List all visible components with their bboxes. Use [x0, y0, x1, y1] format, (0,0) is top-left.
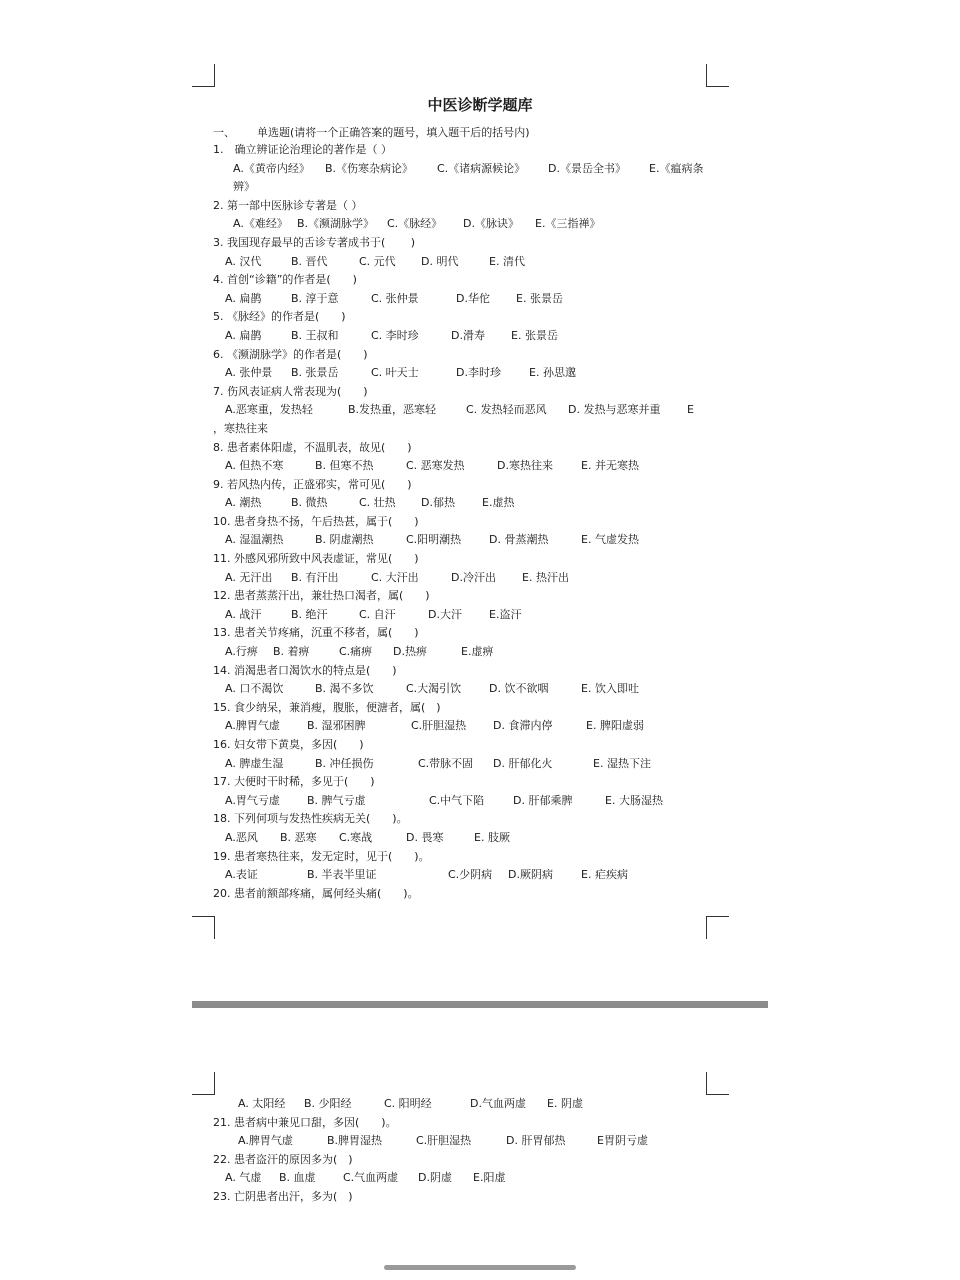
option-row	[213, 680, 733, 699]
option-row	[213, 1169, 733, 1188]
answer-option: B. 恶寒	[280, 830, 317, 844]
option-row	[213, 531, 733, 550]
question-text: 19. 患者寒热往来，发无定时，见于( )。	[213, 849, 430, 863]
answer-option: A.脾胃气虚	[238, 1134, 293, 1148]
answer-option: E. 脾阳虚弱	[586, 719, 644, 733]
answer-option: A. 扁鹊	[225, 328, 262, 342]
question-text: 20. 患者前额部疼痛，属何经头痛( )。	[213, 886, 419, 900]
answer-option: D.冷汗出	[451, 570, 496, 584]
answer-option: B. 脾气亏虚	[307, 793, 366, 807]
answer-option: A. 张仲景	[225, 366, 273, 380]
answer-option: D.气血两虚	[470, 1097, 526, 1110]
answer-option: E. 孙思邈	[529, 366, 576, 380]
answer-option: D. 骨蒸潮热	[489, 533, 549, 547]
question-text: 7. 伤风表证病人常表现为( )	[213, 384, 368, 398]
option-row	[213, 1132, 733, 1151]
answer-option: D. 肝胃郁热	[506, 1134, 566, 1148]
crop-mark-page2-top-left	[192, 1072, 215, 1095]
answer-option: A. 气虚	[225, 1171, 262, 1185]
answer-option: C.少阴病	[448, 868, 493, 882]
answer-option: D. 肝郁化火	[493, 756, 553, 770]
answer-option: B.发热重，恶寒轻	[348, 403, 437, 417]
answer-option: A. 湿温潮热	[225, 533, 284, 547]
answer-option: C. 大汗出	[371, 570, 419, 584]
answer-option: E. 肢厥	[474, 830, 510, 844]
option-row	[213, 401, 733, 420]
crop-mark-top-left	[192, 64, 215, 87]
question-text: 23. 亡阴患者出汗，多为( )	[213, 1189, 353, 1203]
answer-option: B. 淳于意	[291, 291, 339, 305]
question-text: 12. 患者蒸蒸汗出，兼壮热口渴者，属( )	[213, 589, 430, 603]
answer-option: B.《濒湖脉学》	[297, 217, 375, 231]
question-list-page-1	[213, 141, 733, 903]
question-text: 21. 患者病中兼见口甜，多因( )。	[213, 1115, 397, 1129]
answer-option: C.寒战	[339, 830, 373, 844]
answer-option: C. 自汗	[359, 607, 396, 621]
answer-option: E. 大肠湿热	[605, 793, 663, 807]
question-text: ，寒热往来	[213, 421, 268, 435]
question-text: 17. 大便时干时稀，多见于( )	[213, 775, 375, 789]
option-row	[213, 457, 733, 476]
option-row	[213, 364, 733, 383]
answer-option: D.《脉诀》	[463, 217, 519, 231]
question-text: 3. 我国现存最早的舌诊专著成书于( )	[213, 235, 416, 249]
answer-option: E. 清代	[489, 254, 525, 268]
answer-option: E. 湿热下注	[593, 756, 651, 770]
answer-option: B. 着痹	[273, 645, 310, 659]
answer-option: B. 张景岳	[291, 366, 339, 380]
answer-option: A. 潮热	[225, 496, 262, 510]
option-row	[213, 717, 733, 736]
answer-option: A.表证	[225, 868, 258, 882]
question-text: 16. 妇女带下黄臭，多因( )	[213, 738, 364, 751]
answer-option: D.滑寿	[451, 328, 485, 342]
answer-option: B. 半表半里证	[307, 868, 377, 882]
answer-option: A.《难经》	[233, 217, 288, 231]
answer-option: E.虚痹	[461, 645, 494, 659]
section-heading	[213, 124, 530, 140]
answer-option: A.《黄帝内经》	[233, 161, 310, 175]
answer-option: C.《脉经》	[387, 217, 443, 231]
answer-option: A. 战汗	[225, 607, 262, 621]
option-row	[213, 253, 733, 272]
answer-option: D.大汗	[428, 607, 462, 621]
answer-option: B. 但寒不热	[315, 459, 374, 473]
answer-option: C. 恶寒发热	[406, 459, 465, 473]
question-text: 14. 消渴患者口渴饮水的特点是( )	[213, 663, 397, 677]
question-text: 13. 患者关节疼痛，沉重不移者，属( )	[213, 626, 419, 640]
question-text: 15. 食少纳呆，兼消瘦，腹胀，便溏者，属( )	[213, 700, 441, 714]
section-instructions: 单选题(请将一个正确答案的题号，填入题干后的括号内)	[257, 126, 530, 139]
answer-option: C. 阳明经	[384, 1097, 432, 1110]
answer-option: D.厥阴病	[508, 868, 553, 882]
answer-option: B. 晋代	[291, 254, 328, 268]
answer-option: E.盗汗	[489, 607, 522, 621]
option-row	[213, 160, 733, 179]
answer-option: A. 脾虚生湿	[225, 756, 284, 770]
answer-option: C.带脉不固	[418, 756, 474, 770]
answer-option: D. 饮不欲咽	[489, 682, 549, 696]
answer-option: B. 微热	[291, 496, 328, 510]
answer-option: C.《诸病源候论》	[437, 161, 526, 175]
option-row	[213, 327, 733, 346]
answer-option: A.行痹	[225, 645, 258, 659]
answer-option: E.《三指禅》	[535, 217, 601, 231]
answer-option: D. 明代	[421, 254, 459, 268]
answer-option: B. 冲任损伤	[315, 756, 374, 770]
question-text: 10. 患者身热不扬，午后热甚，属于( )	[213, 514, 419, 528]
answer-option: C. 壮热	[359, 496, 396, 510]
answer-option: D.郁热	[421, 496, 455, 510]
answer-option: C.肝胆湿热	[416, 1134, 472, 1148]
answer-option: E.《瘟病条	[649, 161, 704, 175]
answer-option: D.华佗	[456, 291, 490, 305]
question-text: 6. 《濒湖脉学》的作者是( )	[213, 347, 368, 361]
option-row	[213, 643, 733, 662]
answer-option: B. 绝汗	[291, 607, 328, 621]
question-text: 8. 患者素体阳虚，不温肌表，故见( )	[213, 440, 412, 454]
question-list-page-2	[213, 1095, 733, 1207]
answer-option: D. 食滞内停	[493, 719, 553, 733]
crop-mark-page2-top-right	[706, 1072, 729, 1095]
answer-option: E.虚热	[482, 496, 515, 510]
crop-mark-top-right	[706, 64, 729, 87]
answer-option: E. 热汗出	[522, 570, 569, 584]
answer-option: E胃阴亏虚	[597, 1134, 648, 1148]
answer-option: E	[687, 403, 694, 417]
answer-option: D.热痹	[393, 645, 427, 659]
answer-option: D.寒热往来	[497, 459, 553, 473]
answer-option: C.气血两虚	[343, 1171, 399, 1185]
option-row	[213, 606, 733, 625]
answer-option: A.恶寒重，发热轻	[225, 403, 313, 417]
answer-option: E. 阴虚	[547, 1097, 583, 1110]
answer-option: C.大渴引饮	[406, 682, 462, 696]
question-text: 2. 第一部中医脉诊专著是（ ）	[213, 198, 363, 212]
answer-option: D. 畏寒	[406, 830, 444, 844]
answer-option: C. 张仲景	[371, 291, 419, 305]
answer-option: E. 饮入即吐	[581, 682, 639, 696]
home-indicator[interactable]	[384, 1265, 576, 1270]
answer-option: B. 阴虚潮热	[315, 533, 374, 547]
answer-option: B. 血虚	[279, 1171, 316, 1185]
option-row	[213, 792, 733, 811]
question-text: 5. 《脉经》的作者是( )	[213, 310, 346, 324]
answer-option: E. 气虚发热	[581, 533, 639, 547]
answer-option: A.脾胃气虚	[225, 719, 280, 733]
answer-option: E.阳虚	[473, 1171, 506, 1185]
answer-option: E. 疟疾病	[581, 868, 628, 882]
answer-option: C. 元代	[359, 254, 396, 268]
answer-option: B. 有汗出	[291, 570, 339, 584]
answer-option: A. 汉代	[225, 254, 262, 268]
answer-option: E. 张景岳	[511, 328, 558, 342]
answer-option: C. 发热轻而恶风	[466, 403, 547, 417]
option-row	[213, 215, 733, 234]
answer-option: B. 湿邪困脾	[307, 719, 366, 733]
answer-option: C. 叶天士	[371, 366, 419, 380]
option-row	[213, 569, 733, 588]
answer-option: A. 太阳经	[238, 1097, 286, 1110]
answer-option: D. 发热与恶寒并重	[568, 403, 661, 417]
answer-option: A. 无汗出	[225, 570, 273, 584]
answer-option: D. 肝郁乘脾	[513, 793, 573, 807]
question-text: 辨》	[233, 180, 255, 194]
answer-option: A. 但热不寒	[225, 459, 284, 473]
answer-option: B. 渴不多饮	[315, 682, 374, 696]
crop-mark-bottom-left	[192, 916, 215, 939]
answer-option: C.阳明潮热	[406, 533, 462, 547]
section-number: 一、	[213, 126, 235, 139]
answer-option: D.《景岳全书》	[548, 161, 626, 175]
answer-option: E. 张景岳	[516, 291, 563, 305]
answer-option: C.中气下陷	[429, 793, 485, 807]
question-text: 11. 外感风邪所致中风表虚证，常见( )	[213, 552, 419, 566]
answer-option: B. 少阳经	[304, 1097, 352, 1110]
answer-option: D.阴虚	[418, 1171, 452, 1185]
question-text: 22. 患者盗汗的原因多为( )	[213, 1152, 353, 1166]
answer-option: E. 并无寒热	[581, 459, 639, 473]
option-row	[213, 866, 733, 885]
answer-option: C.痛痹	[339, 645, 373, 659]
answer-option: C.肝胆湿热	[411, 719, 467, 733]
question-text: 1. 确立辨证论治理论的著作是（ ）	[213, 143, 392, 156]
option-row	[213, 494, 733, 513]
option-row	[213, 1095, 733, 1114]
answer-option: B.脾胃湿热	[327, 1134, 383, 1148]
answer-option: B.《伤寒杂病论》	[325, 161, 414, 175]
answer-option: A. 扁鹊	[225, 291, 262, 305]
question-text: 4. 首创“诊籍”的作者是( )	[213, 273, 357, 287]
option-row	[213, 290, 733, 309]
option-row	[213, 829, 733, 848]
page-title: 中医诊断学题库	[427, 96, 533, 114]
page-divider	[192, 1001, 768, 1008]
question-text: 9. 若风热内传，正盛邪实，常可见( )	[213, 477, 412, 491]
answer-option: B. 王叔和	[291, 328, 339, 342]
answer-option: D.李时珍	[456, 366, 501, 380]
answer-option: A. 口不渴饮	[225, 682, 284, 696]
option-row	[213, 755, 733, 774]
answer-option: A.恶风	[225, 830, 258, 844]
crop-mark-bottom-right	[706, 916, 729, 939]
answer-option: C. 李时珍	[371, 328, 419, 342]
question-text: 18. 下列何项与发热性疾病无关( )。	[213, 812, 408, 826]
answer-option: A.胃气亏虚	[225, 793, 280, 807]
